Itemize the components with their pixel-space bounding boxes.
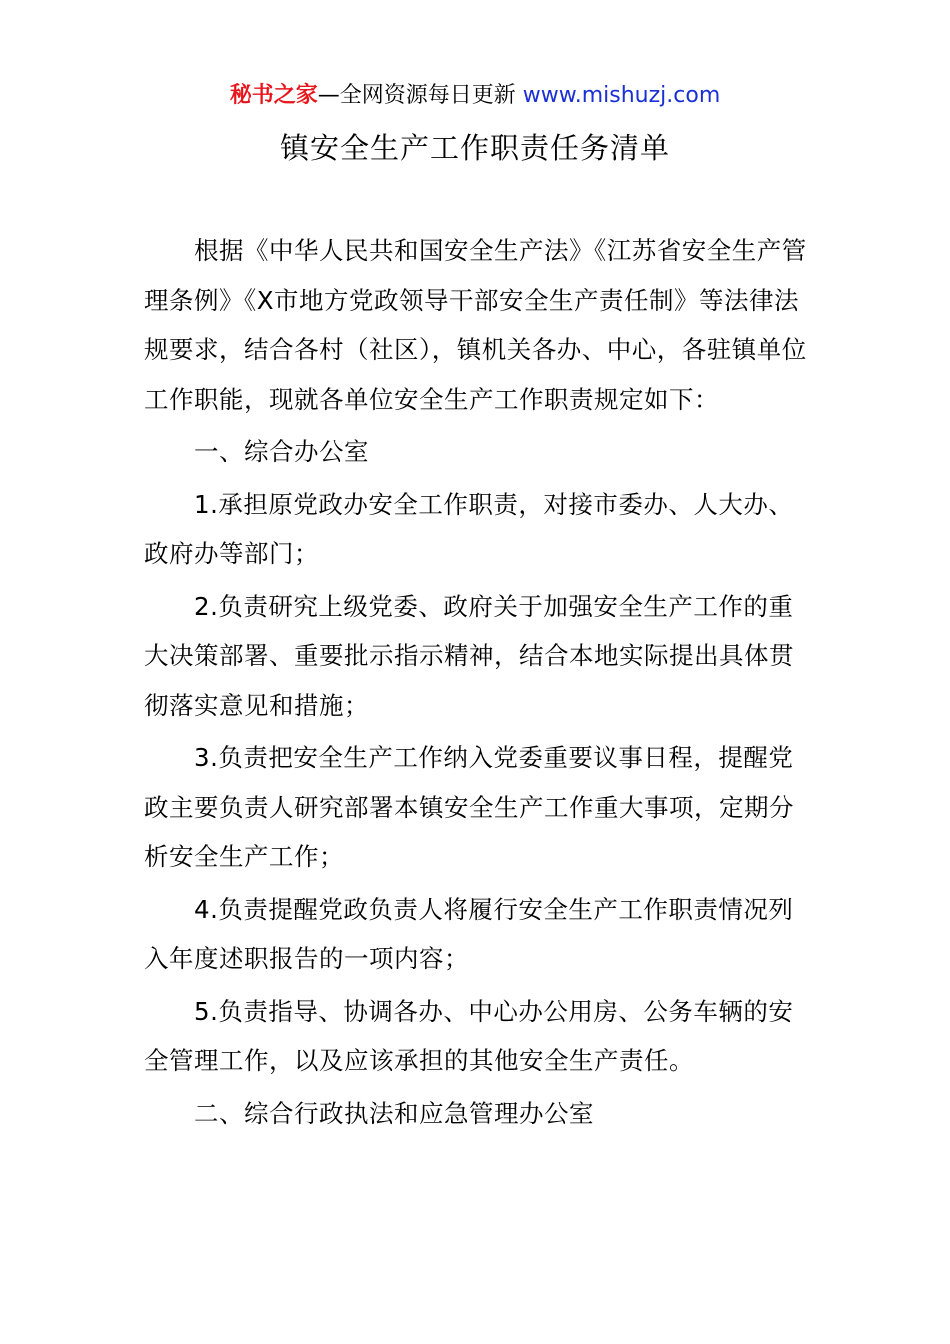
intro-paragraph: 根据《中华人民共和国安全生产法》《江苏省安全生产管理条例》《X市地方党政领导干部安全生产责任制》等法律法规要求，结合各村（社区），镇机关各办、中心，各驻镇单位工作职能，现就各单位安全生产工作职责规定如下： [144,236,807,414]
duty-item-5: 5.负责指导、协调各办、中心办公用房、公务车辆的安全管理工作，以及应该承担的其他安全生产责任。 [144,996,794,1075]
section-heading-2: 二、综合行政执法和应急管理办公室 [194,1098,594,1128]
brand-name: 秘书之家 [229,83,318,108]
document-body [144,226,808,1138]
section-heading-1: 一、综合办公室 [194,437,369,466]
header-tagline: —全网资源每日更新 [317,83,523,108]
site-url-link[interactable]: www.mishuzj.com [522,83,721,108]
duty-item-1: 1.承担原党政办安全工作职责，对接市委办、人大办、政府办等部门； [144,489,794,568]
duty-item-3: 3.负责把安全生产工作纳入党委重要议事日程，提醒党政主要负责人研究部署本镇安全生产工作重大事项，定期分析安全生产工作； [144,743,794,871]
duty-item-4: 4.负责提醒党政负责人将履行安全生产工作职责情况列入年度述职报告的一项内容； [144,894,794,973]
duty-item-2: 2.负责研究上级党委、政府关于加强安全生产工作的重大决策部署、重要批示指示精神，结合本地实际提出具体贯彻落实意见和措施； [144,591,794,720]
document-title: 镇安全生产工作职责任务清单 [279,131,670,165]
site-header [0,80,950,112]
